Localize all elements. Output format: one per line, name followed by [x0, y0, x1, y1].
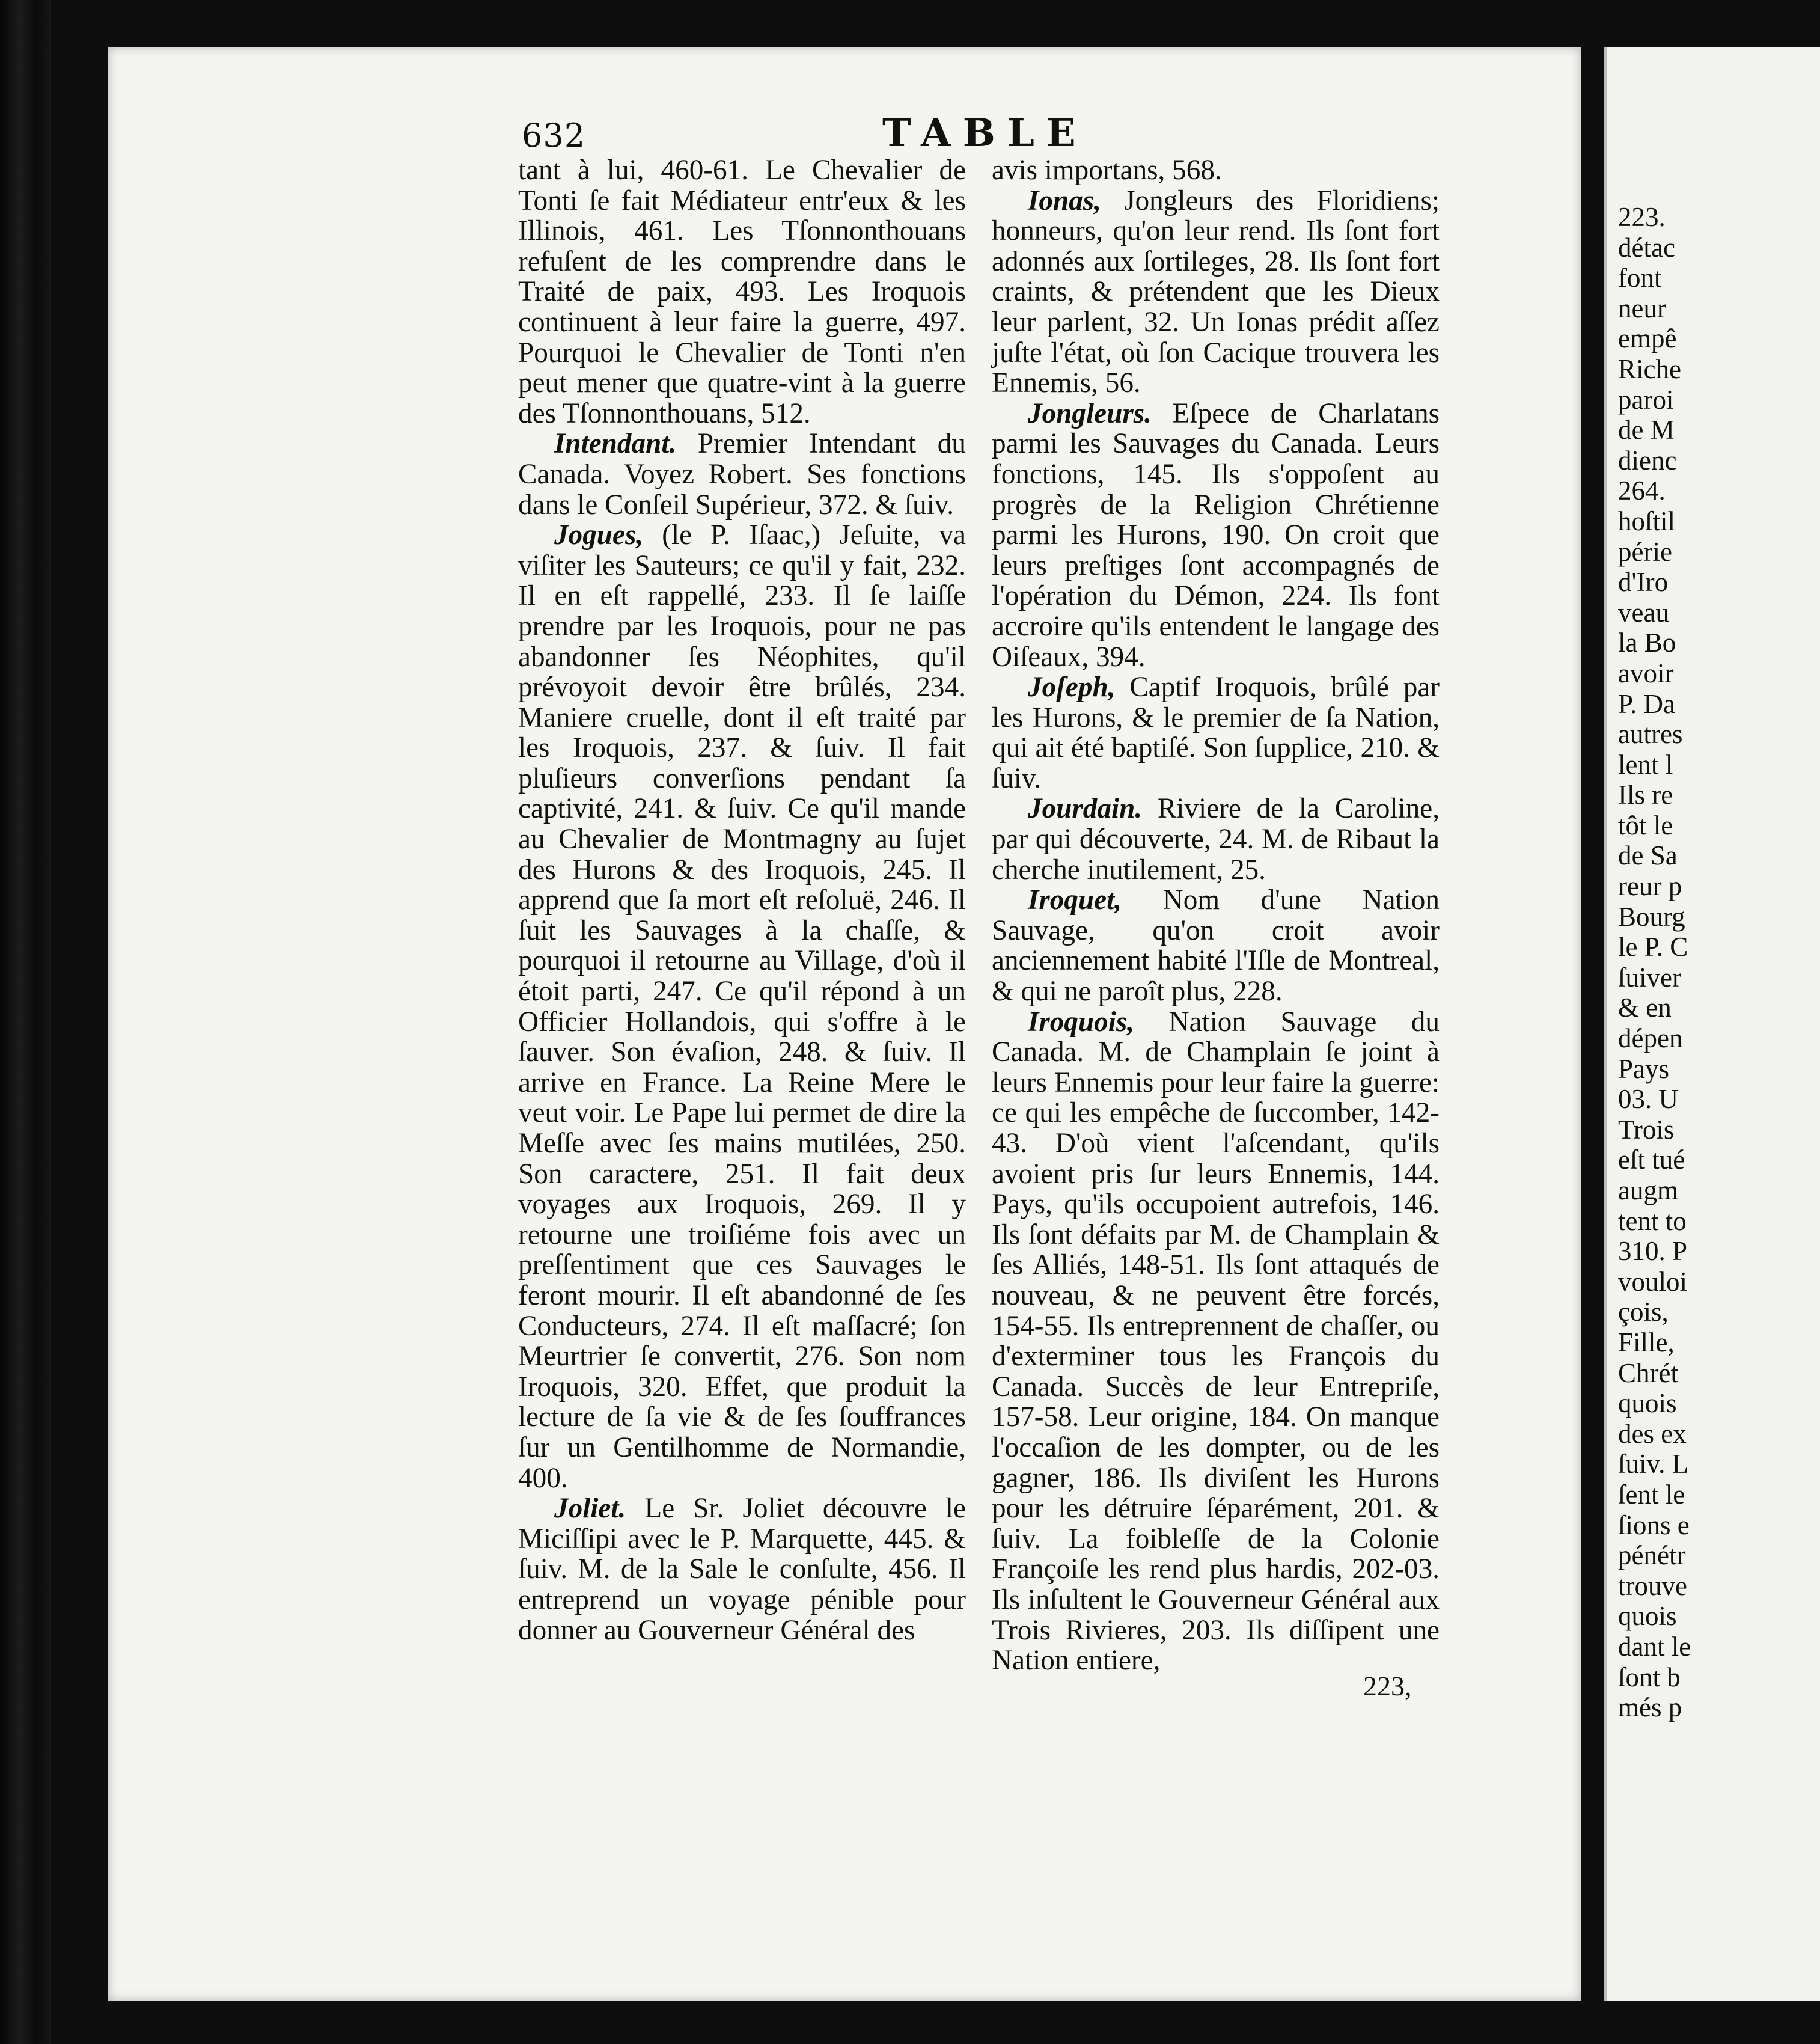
- facing-page-line: quois: [1618, 1601, 1677, 1632]
- facing-page-line: Ils re: [1618, 780, 1673, 810]
- facing-page-line: eſt tué: [1618, 1145, 1685, 1175]
- facing-page-line: empê: [1618, 323, 1677, 354]
- index-entry: [992, 885, 1440, 1006]
- index-entry: [992, 1007, 1440, 1676]
- facing-page-line: Riche: [1618, 353, 1681, 384]
- facing-page-line: hoſtil: [1618, 506, 1676, 536]
- entry-text: Premier Intendant du Canada. Voyez Robert. Ses fonctions dans le Conſeil Supérieur, 372. & ſuiv.: [518, 428, 966, 521]
- facing-page-edge: [1604, 47, 1820, 2001]
- facing-page-line: ſions e: [1618, 1510, 1690, 1540]
- running-title: TABLE: [882, 111, 1088, 156]
- index-entry-continuation: [992, 155, 1440, 186]
- entry-headword: Joſeph,: [1028, 672, 1116, 703]
- facing-page-line: Trois: [1618, 1114, 1675, 1145]
- index-entry: [992, 186, 1440, 399]
- facing-page-line: quois: [1618, 1388, 1677, 1419]
- index-entry-continuation: [518, 155, 966, 429]
- facing-page-text: [1618, 202, 1691, 1723]
- facing-page-line: més p: [1618, 1692, 1682, 1723]
- page-number: 632: [522, 117, 586, 155]
- facing-page-line: 03. U: [1618, 1084, 1678, 1115]
- entry-text: Captif Iroquois, brûlé par les Hurons, & le premier de ſa Nation, qui ait été baptiſé. Son ſupplice, 210. & ſuiv.: [992, 672, 1440, 794]
- facing-page-line: trouve: [1618, 1570, 1687, 1601]
- facing-page-line: reur p: [1618, 871, 1682, 902]
- entry-text: (le P. Iſaac,) Jeſuite, va viſiter les Sauteurs; ce qu'il y fait, 232. Il en eſt rappellé, 233. Il ſe laiſſe prendre par les Iroquois, pour ne pas abandonner ſes Néophites, qu'il prévoyoit devoir être brûlés, 234. Maniere cruelle, dont il eſt traité par les Iroquois, 237. & ſuiv. Il fait pluſieurs converſions pendant ſa captivité, 241. & ſuiv. Ce qu'il mande au Chevalier de Montmagny au ſujet des Hurons & des Iroquois, 245. Il apprend que ſa mort eſt reſoluë, 246. Il ſuit les Sauvages à la chaſſe, & pourquoi il retourne au Village, d'où il étoit parti, 247. Ce qu'il répond à un Officier Hollandois, qui s'offre à le ſauver. Son évaſion, 248. & ſuiv. Il arrive en France. La Reine Mere le veut voir. Le Pape lui permet de dire la Meſſe avec ſes mains mutilées, 250. Son caractere, 251. Il fait deux voyages aux Iroquois, 269. Il y retourne une troiſiéme fois avec un preſſentiment que ces Sauvages le feront mourir. Il eſt abandonné de ſes Conducteurs, 274. Il eſt maſſacré; ſon Meurtrier ſe convertit, 276. Son nom Iroquois, 320. Effet, que produit la lecture de ſa vie & de ſes ſouffrances ſur un Gentilhomme de Normandie, 400.: [518, 519, 966, 1494]
- facing-page-line: de Sa: [1618, 840, 1678, 871]
- entry-headword: Jogues,: [554, 519, 644, 551]
- facing-page-line: ſent le: [1618, 1479, 1685, 1510]
- facing-page-line: périe: [1618, 536, 1672, 567]
- entry-headword: Ionas,: [1028, 185, 1101, 216]
- facing-page-line: 264.: [1618, 476, 1666, 506]
- facing-page-line: détac: [1618, 232, 1675, 263]
- entry-text: tant à lui, 460-61. Le Chevalier de Tonti ſe fait Médiateur entr'eux & les Illinois, 461. Les Tſonnonthouans refuſent de les comprendre dans le Traité de paix, 493. Les Iroquois continuent à leur faire la guerre, 497. Pourquoi le Chevalier de Tonti n'en peut mener que quatre-vint à la guerre des Tſonnonthouans, 512.: [518, 155, 966, 429]
- facing-page-line: & en: [1618, 993, 1672, 1023]
- entry-headword: Iroquet,: [1028, 884, 1122, 916]
- facing-page-line: vouloi: [1618, 1266, 1688, 1297]
- facing-page-line: autres: [1618, 719, 1683, 750]
- facing-page-line: tôt le: [1618, 810, 1673, 840]
- entry-text: Nation Sauvage du Canada. M. de Champlain ſe joint à leurs Ennemis pour leur faire la guerre: ce qui les empêche de ſuccomber, 142-43. D'où vient l'aſcendant, qu'ils avoient pris ſur leurs Ennemis, 144. Pays, qu'ils occupoient autrefois, 146. Ils ſont défaits par M. de Champlain & ſes Alliés, 148-51. Ils ſont attaqués de nouveau, & ne peuvent être forcés, 154-55. Ils entreprennent de chaſſer, ou d'exterminer tous les François du Canada. Succès de leur Entrepriſe, 157-58. Leur origine, 184. On manque l'occaſion de les dompter, ou de les gagner, 186. Ils diviſent les Hurons pour les détruire ſéparément, 201. & ſuiv. La foibleſſe de la Colonie Françoiſe les rend plus hardis, 202-03. Ils inſultent le Gouverneur Général aux Trois Rivieres, 203. Ils diſſipent une Nation entiere,: [992, 1006, 1440, 1677]
- facing-page-line: veau: [1618, 597, 1669, 628]
- facing-page-line: des ex: [1618, 1418, 1687, 1449]
- entry-headword: Jongleurs.: [1028, 397, 1152, 429]
- facing-page-line: Chrét: [1618, 1357, 1678, 1388]
- facing-page-line: neur: [1618, 293, 1666, 323]
- facing-page-line: Bourg: [1618, 901, 1685, 932]
- index-entry: [518, 429, 966, 520]
- book-binding-edge: [0, 0, 51, 2044]
- entry-headword: Intendant.: [554, 428, 677, 460]
- entry-headword: Jourdain.: [1028, 793, 1143, 825]
- entry-text: avis importans, 568.: [992, 155, 1222, 186]
- facing-page-line: paroi: [1618, 384, 1674, 415]
- entry-text: Jongleurs des Floridiens; honneurs, qu'on leur rend. Ils ſont fort adonnés aux ſortileges, 28. Ils ſont fort craints, & prétendent que les Dieux leur parlent, 32. Un Ionas prédit aſſez juſte l'état, où ſon Cacique trouvera les Ennemis, 56.: [992, 185, 1440, 399]
- entry-headword: Iroquois,: [1028, 1006, 1135, 1038]
- facing-page-line: çois,: [1618, 1297, 1669, 1327]
- entry-text: Le Sr. Joliet découvre le Miciſſipi avec le P. Marquette, 445. & ſuiv. M. de la Sale le conſulte, 456. Il entreprend un voyage pénible pour donner au Gouverneur Général des: [518, 1493, 966, 1646]
- facing-page-line: ſuiv. L: [1618, 1449, 1689, 1479]
- facing-page-line: le P. C: [1618, 932, 1688, 962]
- catchword: 223,: [1363, 1671, 1412, 1701]
- page-header: [522, 111, 1088, 159]
- index-entry: [992, 672, 1440, 794]
- index-column-right: [992, 155, 1440, 1676]
- facing-page-line: font: [1618, 263, 1662, 293]
- index-column-left: [518, 155, 966, 1645]
- entry-text: Riviere de la Caroline, par qui découverte, 24. M. de Ribaut la cherche inutilement, 25.: [992, 793, 1440, 886]
- entry-text: Nom d'une Nation Sauvage, qu'on croit avoir anciennement habité l'Iſle de Montreal, & qui ne paroît plus, 228.: [992, 884, 1440, 1008]
- index-entry: [992, 399, 1440, 672]
- facing-page-line: 223.: [1618, 202, 1666, 232]
- facing-page-line: la Bo: [1618, 628, 1676, 658]
- facing-page-line: Pays: [1618, 1053, 1670, 1084]
- entry-headword: Joliet.: [554, 1493, 626, 1525]
- index-entry: [518, 1493, 966, 1645]
- facing-page-line: pénétr: [1618, 1540, 1686, 1571]
- facing-page-line: dant le: [1618, 1631, 1691, 1662]
- facing-page-line: dépen: [1618, 1023, 1683, 1054]
- facing-page-line: d'Iro: [1618, 567, 1669, 598]
- facing-page-line: augm: [1618, 1175, 1678, 1205]
- facing-page-line: avoir: [1618, 658, 1674, 688]
- facing-page-line: ſuiver: [1618, 962, 1681, 993]
- facing-page-line: 310. P: [1618, 1236, 1688, 1267]
- facing-page-line: tent to: [1618, 1205, 1687, 1236]
- facing-page-line: dienc: [1618, 445, 1677, 476]
- facing-page-line: de M: [1618, 415, 1675, 445]
- facing-page-line: Fille,: [1618, 1327, 1675, 1357]
- facing-page-line: ſont b: [1618, 1662, 1681, 1692]
- index-entry: [992, 794, 1440, 885]
- entry-text: Eſpece de Charlatans parmi les Sauvages du Canada. Leurs fonctions, 145. Ils s'oppoſent au progrès de la Religion Chrétienne parmi les Hurons, 190. On croit que leurs preſtiges ſont accompagnés de l'opération du Démon, 224. Ils font accroire qu'ils entendent le langage des Oiſeaux, 394.: [992, 397, 1440, 673]
- facing-page-line: P. Da: [1618, 688, 1676, 719]
- facing-page-line: lent l: [1618, 749, 1673, 780]
- index-entry: [518, 520, 966, 1493]
